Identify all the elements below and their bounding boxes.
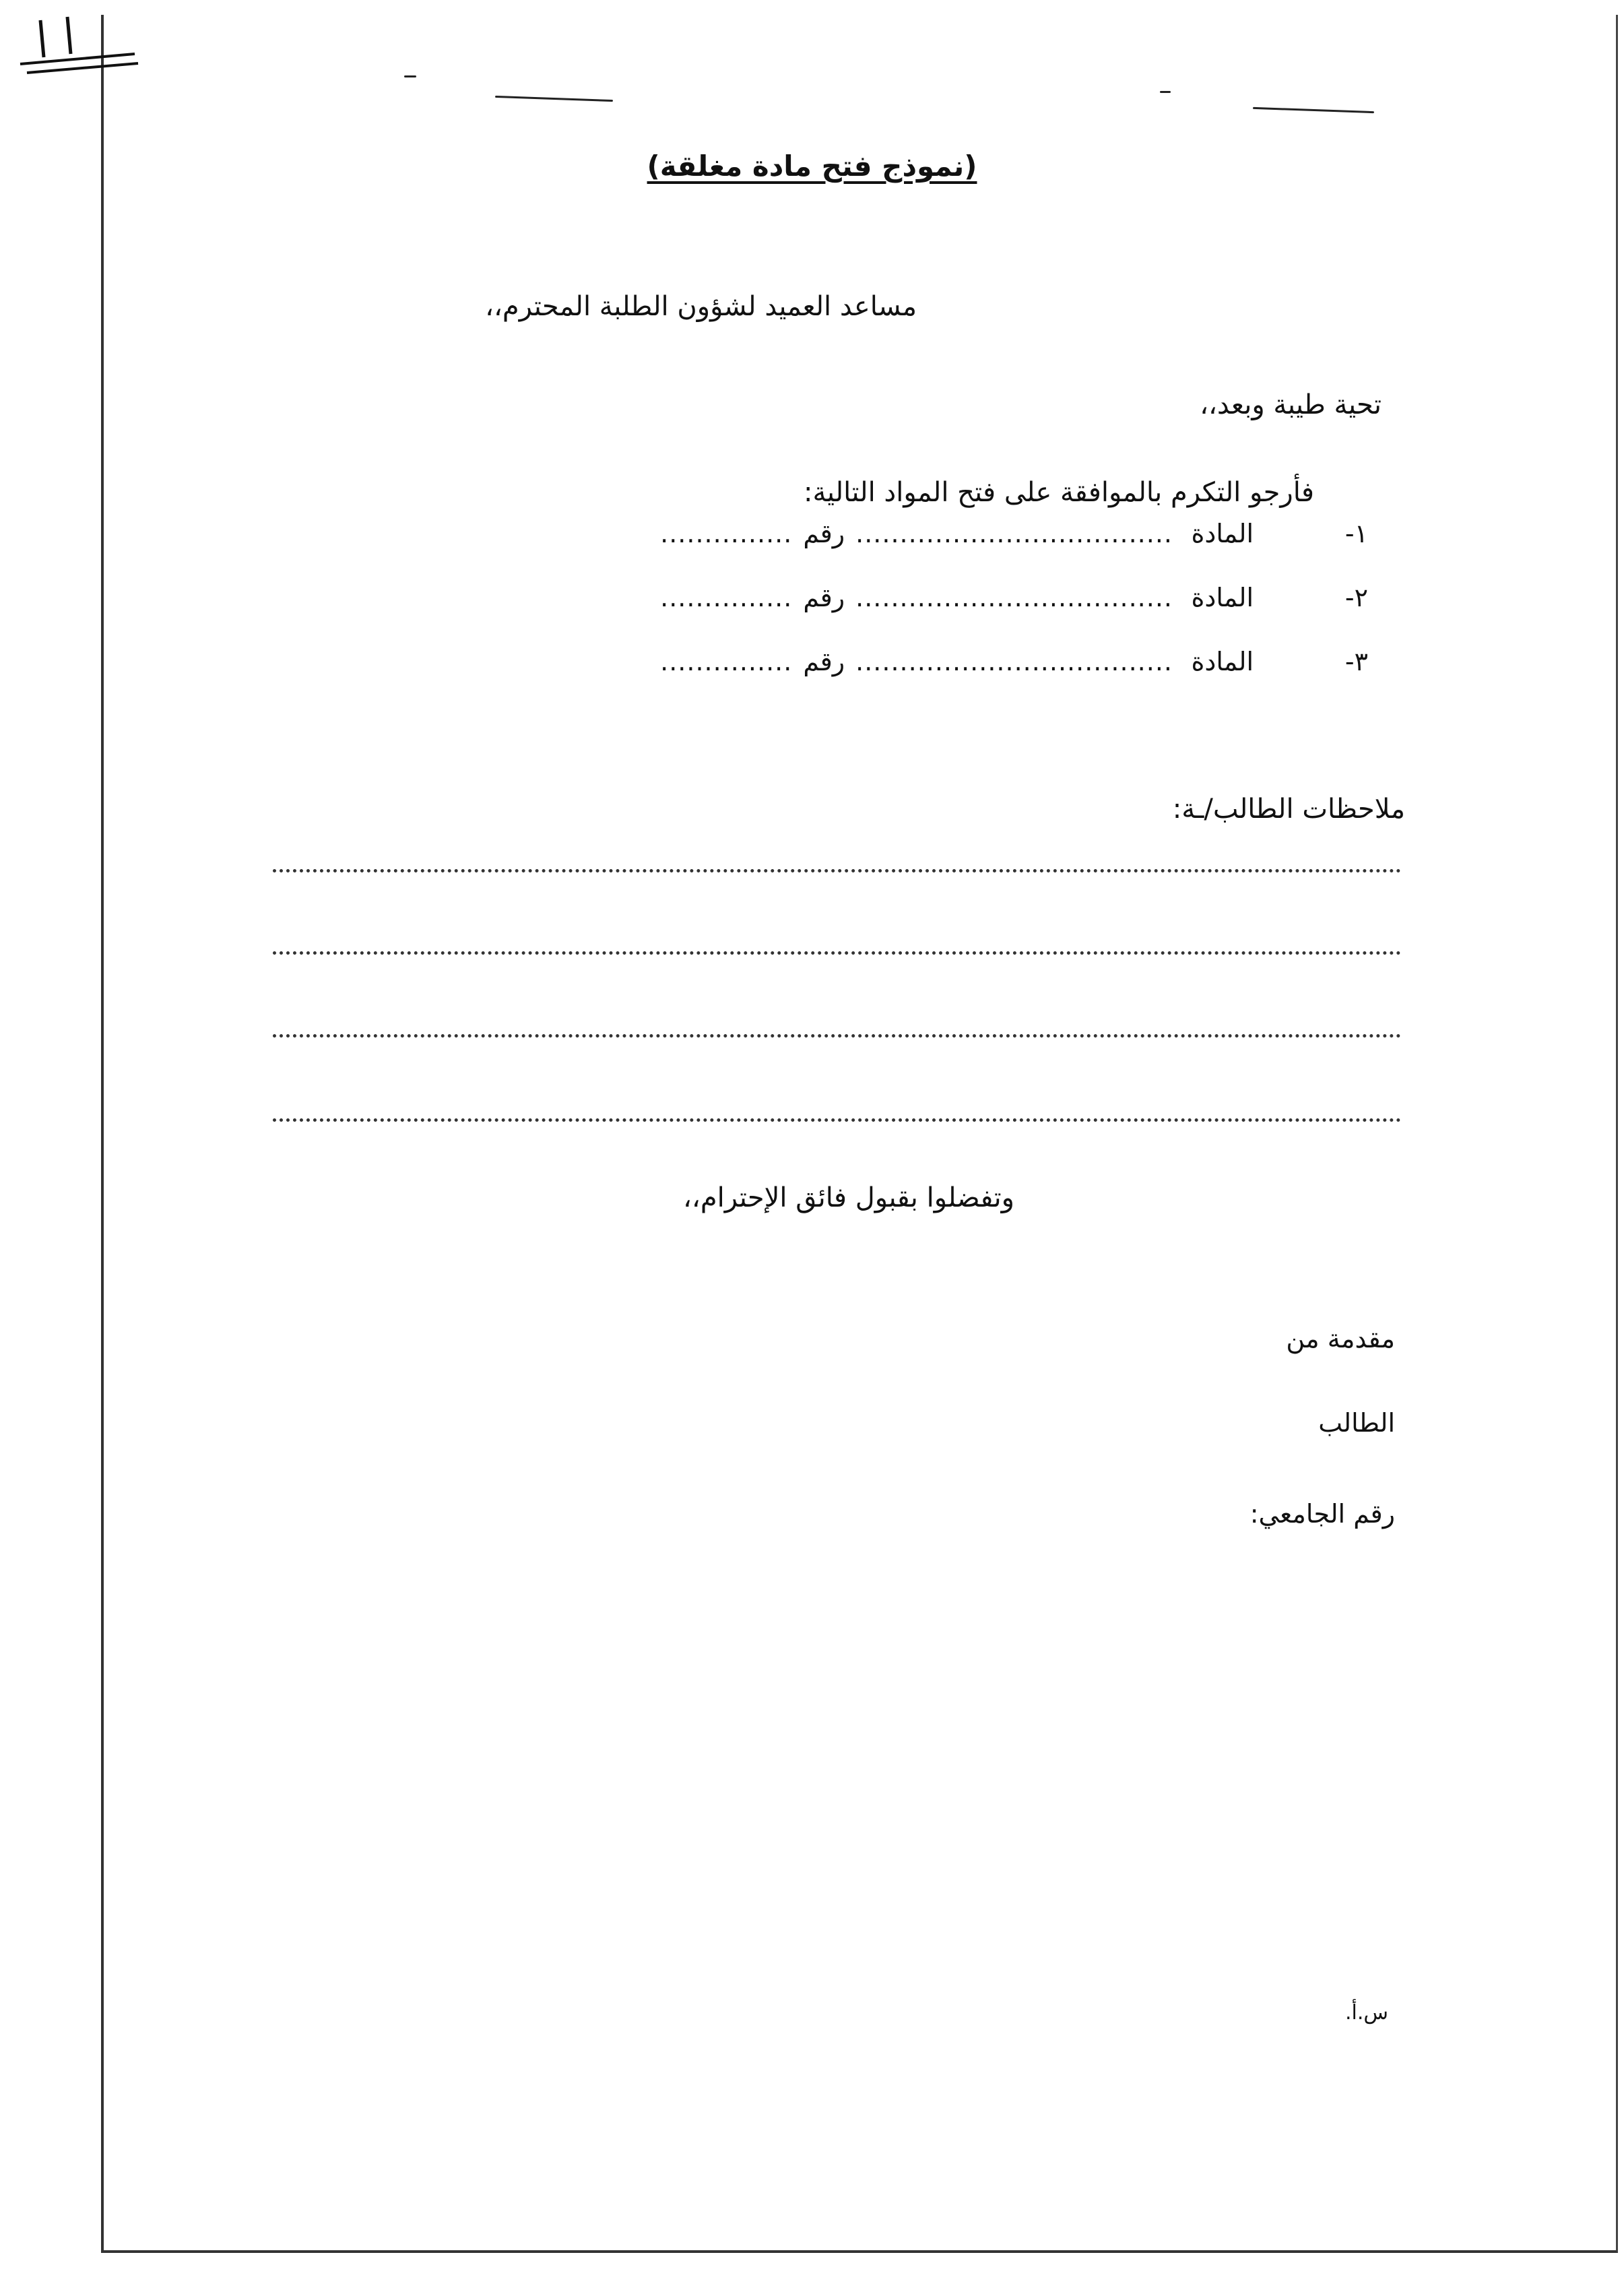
row-number: ١- (1344, 519, 1368, 548)
closing-line: وتفضلوا بقبول فائق الإحترام،، (683, 1182, 1014, 1213)
subject-label: المادة (1191, 583, 1254, 612)
student-label: الطالب (1318, 1408, 1395, 1438)
scan-artifact-line (1160, 91, 1171, 93)
row-number: ٣- (1344, 647, 1368, 676)
form-title: (نموذج فتح مادة مغلقة) (647, 150, 977, 183)
university-id-label: رقم الجامعي: (1249, 1499, 1395, 1529)
page-border (101, 15, 1618, 2253)
footer-code: س.أ. (1344, 2001, 1388, 2025)
notes-line[interactable] (273, 869, 1401, 872)
number-field[interactable]: ............... (660, 583, 793, 612)
number-field[interactable]: ............... (660, 647, 793, 676)
subject-row (660, 647, 1368, 676)
subject-field[interactable]: .................................... (855, 647, 1173, 676)
subject-label: المادة (1191, 519, 1254, 548)
greeting-line: تحية طيبة وبعد،، (1200, 389, 1382, 420)
notes-label: ملاحظات الطالب/ـة: (1172, 794, 1405, 825)
notes-line[interactable] (273, 951, 1401, 955)
subject-field[interactable]: .................................... (855, 583, 1173, 612)
handwritten-page-number (13, 7, 141, 81)
number-field[interactable]: ............... (660, 519, 793, 548)
subject-row (660, 519, 1368, 548)
subject-field[interactable]: .................................... (855, 519, 1173, 548)
number-label: رقم (803, 647, 845, 676)
addressee-line: مساعد العميد لشؤون الطلبة المحترم،، (485, 291, 917, 322)
scan-artifact-line (404, 75, 416, 77)
subject-row (660, 583, 1368, 612)
notes-line[interactable] (273, 1034, 1401, 1038)
number-label: رقم (803, 583, 845, 612)
row-number: ٢- (1344, 583, 1368, 612)
request-line: فأرجو التكرم بالموافقة على فتح المواد التالية: (803, 477, 1314, 508)
submitted-by-label: مقدمة من (1286, 1324, 1395, 1354)
notes-line[interactable] (273, 1118, 1401, 1122)
subject-label: المادة (1191, 647, 1254, 676)
number-label: رقم (803, 519, 845, 548)
